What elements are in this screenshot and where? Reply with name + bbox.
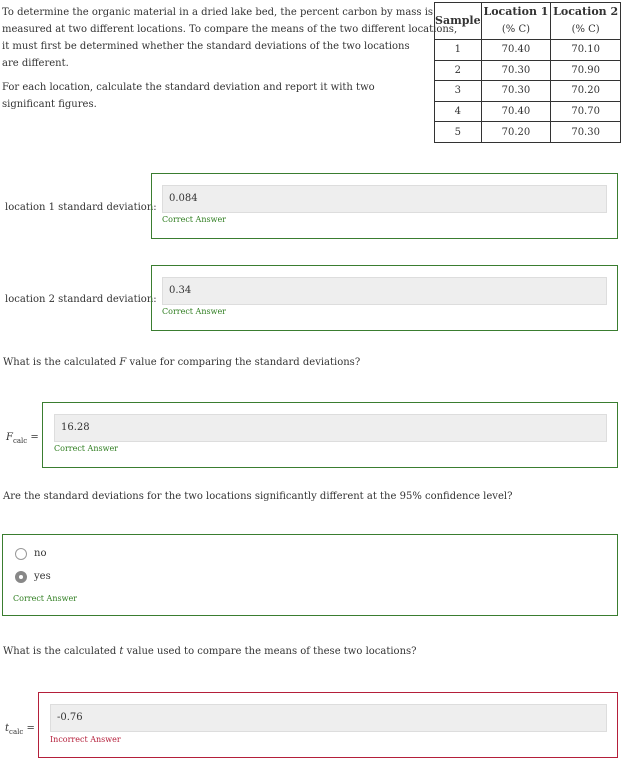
t-question-text-pre: What is the calculated <box>3 646 120 657</box>
significance-answer-box <box>2 534 618 616</box>
intro-line: significant figures. <box>2 99 97 110</box>
table-cell: 3 <box>435 81 482 102</box>
significance-feedback: Correct Answer <box>13 594 77 603</box>
table-row <box>435 122 621 143</box>
f-question-var: F <box>119 357 127 368</box>
option-yes-label: yes <box>34 571 51 582</box>
header-location-1-unit: (% C) <box>501 24 531 35</box>
table-cell: 2 <box>435 60 482 81</box>
f-question-text-pre: What is the calculated <box>3 357 120 368</box>
option-no-label: no <box>34 548 47 559</box>
t-calc-input[interactable]: -0.76 <box>50 704 607 732</box>
t-question-var: t <box>119 646 124 657</box>
f-calc-sub: calc <box>12 437 28 445</box>
location-1-sd-feedback: Correct Answer <box>162 215 226 224</box>
radio-no[interactable] <box>15 548 27 560</box>
location-2-sd-input[interactable]: 0.34 <box>162 277 607 305</box>
t-calc-answer-box <box>38 692 618 758</box>
significance-question: Are the standard deviations for the two locations significantly different at the 95% confidence level? <box>3 491 513 502</box>
header-location-1-label: Location 1 <box>483 5 549 18</box>
intro-line: it must first be determined whether the standard deviations of the two locations <box>2 41 410 52</box>
t-question-text-post: value used to compare the means of these two locations? <box>123 646 417 657</box>
table-cell: 70.30 <box>551 122 621 143</box>
location-2-sd-answer-box <box>151 265 618 331</box>
table-cell: 70.40 <box>481 40 551 61</box>
table-cell: 1 <box>435 40 482 61</box>
intro-line: To determine the organic material in a dried lake bed, the percent carbon by mass is <box>2 7 434 18</box>
table-cell: 5 <box>435 122 482 143</box>
location-2-sd-feedback: Correct Answer <box>162 307 226 316</box>
table-cell: 70.20 <box>551 81 621 102</box>
table-cell: 4 <box>435 101 482 122</box>
table-cell: 70.30 <box>481 60 551 81</box>
table-header-row <box>435 3 621 40</box>
carbon-data-table <box>434 2 621 143</box>
table-row <box>435 81 621 102</box>
location-2-sd-label: location 2 standard deviation: <box>5 294 157 305</box>
f-calc-input[interactable]: 16.28 <box>54 414 607 442</box>
t-calc-feedback: Incorrect Answer <box>50 735 121 744</box>
table-cell: 70.20 <box>481 122 551 143</box>
f-calc-equals: = <box>30 432 39 443</box>
intro-line: measured at two different locations. To compare the means of the two different locations, <box>2 24 458 35</box>
t-calc-equals: = <box>26 723 35 734</box>
t-calc-label <box>5 723 35 736</box>
table-row <box>435 60 621 81</box>
location-1-sd-answer-box <box>151 173 618 239</box>
intro-line: For each location, calculate the standard deviation and report it with two <box>2 82 375 93</box>
table-cell: 70.40 <box>481 101 551 122</box>
table-cell: 70.70 <box>551 101 621 122</box>
header-location-1 <box>481 3 551 40</box>
table-cell: 70.90 <box>551 60 621 81</box>
f-value-question <box>3 357 360 368</box>
t-calc-var: t <box>5 723 10 734</box>
location-1-sd-label: location 1 standard deviation: <box>5 202 157 213</box>
t-calc-sub: calc <box>9 728 24 736</box>
header-location-2 <box>551 3 621 40</box>
radio-yes[interactable] <box>15 571 27 583</box>
table-row <box>435 101 621 122</box>
f-calc-feedback: Correct Answer <box>54 444 118 453</box>
table-row <box>435 40 621 61</box>
header-location-2-unit: (% C) <box>571 24 600 35</box>
header-location-2-label: Location 2 <box>553 5 619 18</box>
intro-paragraph-2 <box>2 79 434 113</box>
header-sample: Sample <box>435 3 482 40</box>
location-1-sd-input[interactable]: 0.084 <box>162 185 607 213</box>
f-question-text-post: value for comparing the standard deviations? <box>126 357 361 368</box>
f-calc-answer-box <box>42 402 618 468</box>
table-cell: 70.30 <box>481 81 551 102</box>
t-value-question <box>3 646 417 657</box>
f-calc-var: F <box>6 432 13 443</box>
intro-line: are different. <box>2 58 69 69</box>
table-cell: 70.10 <box>551 40 621 61</box>
f-calc-label <box>6 432 39 445</box>
